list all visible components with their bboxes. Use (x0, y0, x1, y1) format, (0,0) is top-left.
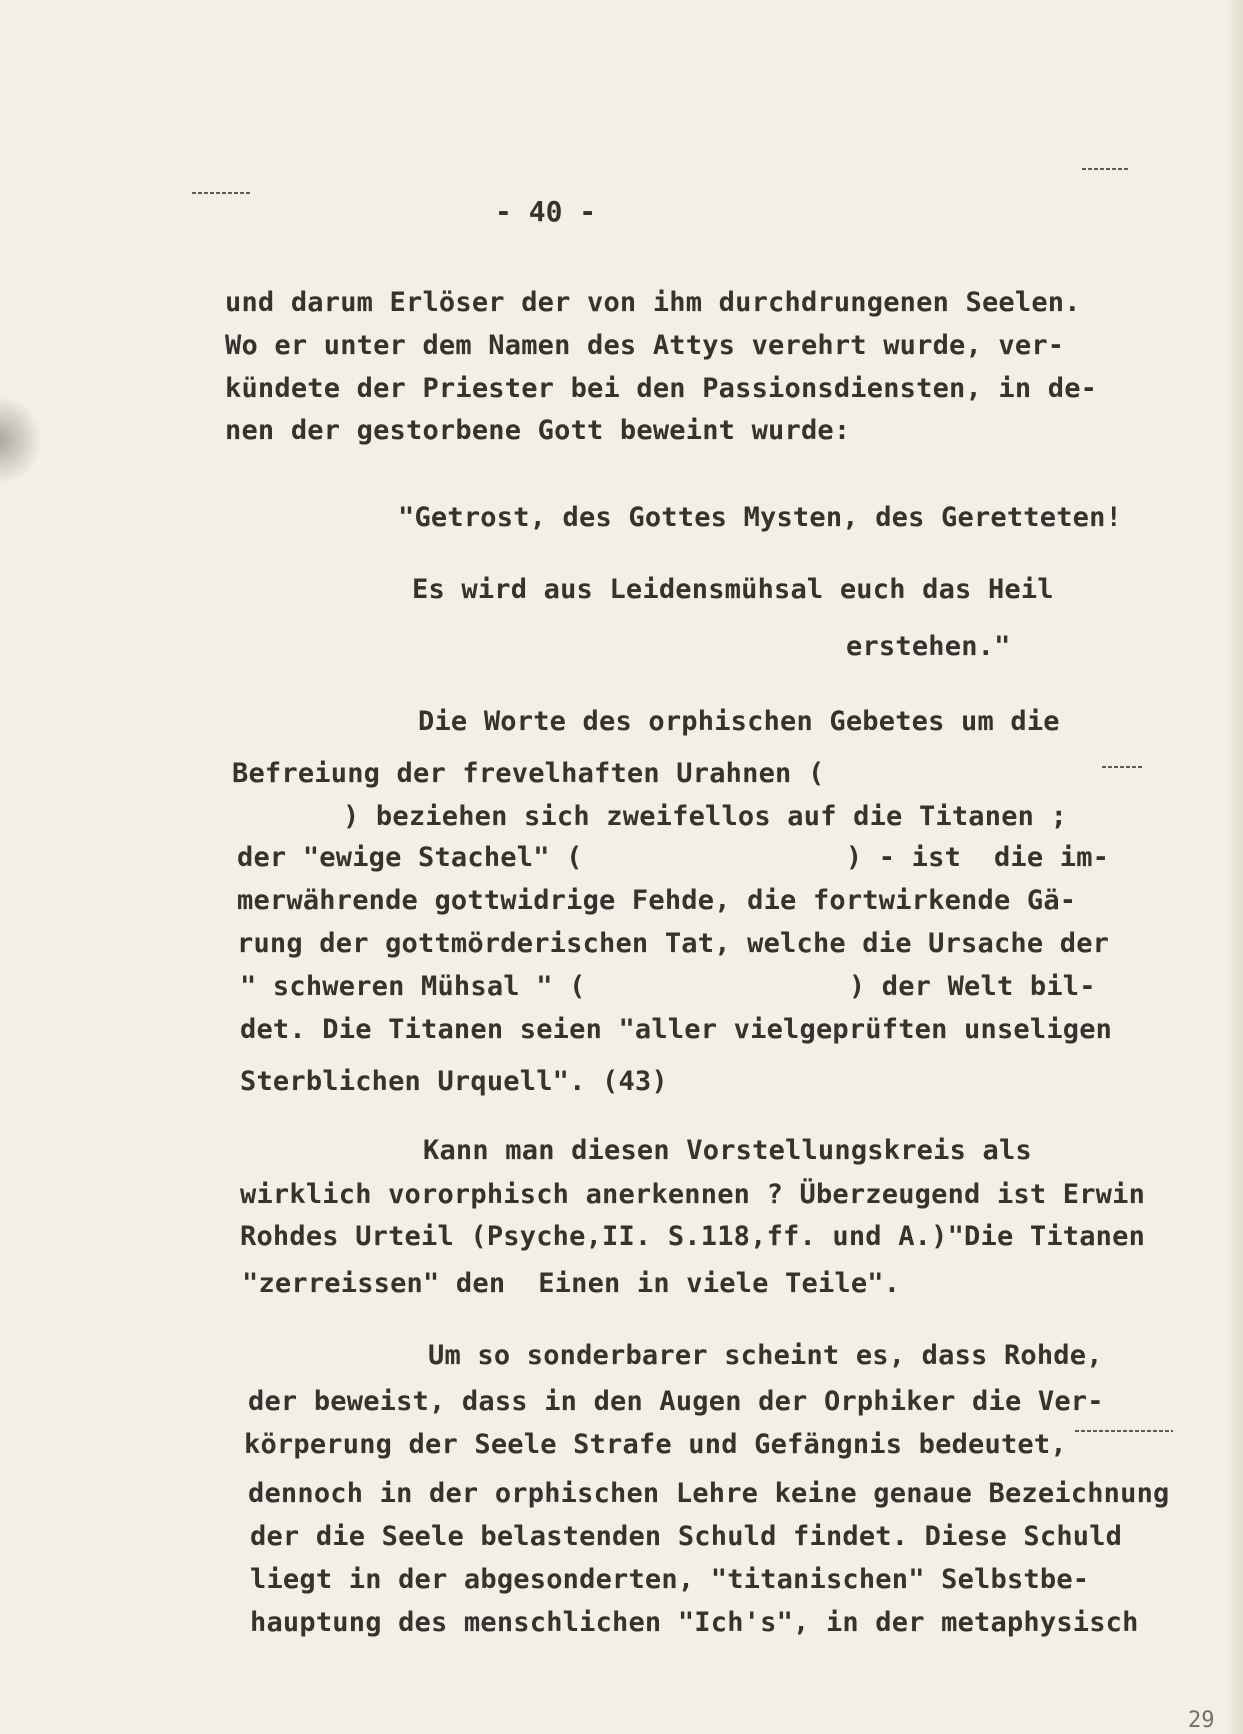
text-line: wirklich vororphisch anerkennen ? Überzeugend ist Erwin (240, 1179, 1146, 1210)
text-line: rung der gottmörderischen Tat, welche die Ursache der (237, 928, 1110, 959)
paper-edge (1225, 0, 1243, 1734)
margin-tick-mid-right (1102, 766, 1144, 768)
text-line: Befreiung der frevelhaften Urahnen ( (232, 758, 825, 789)
text-line: Rohdes Urteil (Psyche,II. S.118,ff. und A.)"Die Titanen (240, 1221, 1146, 1252)
page-number: - 40 - (495, 195, 597, 228)
text-line: " schweren Mühsal " ( ) der Welt bil- (240, 971, 1096, 1002)
text-line: und darum Erlöser der von ihm durchdrungenen Seelen. (225, 287, 1081, 318)
quote-line: "Getrost, des Gottes Mysten, des Geretteten! (398, 502, 1123, 533)
text-line: ) beziehen sich zweifellos auf die Titanen ; (343, 801, 1068, 832)
text-line: merwährende gottwidrige Fehde, die fortwirkende Gä- (237, 885, 1077, 916)
text-line: kündete der Priester bei den Passionsdiensten, in de- (225, 373, 1098, 404)
text-line: hauptung des menschlichen "Ich's", in der metaphysisch (250, 1607, 1139, 1638)
text-line: körperung der Seele Strafe und Gefängnis bedeutet, (244, 1429, 1067, 1460)
text-line: der die Seele belastenden Schuld findet. Diese Schuld (250, 1521, 1123, 1552)
text-line: Kann man diesen Vorstellungskreis als (423, 1135, 1032, 1166)
text-line: liegt in der abgesonderten, "titanischen" Selbstbe- (250, 1564, 1090, 1595)
scan-smudge (0, 395, 42, 485)
text-line: nen der gestorbene Gott beweint wurde: (225, 415, 851, 446)
text-line: dennoch in der orphischen Lehre keine genaue Bezeichnung (248, 1478, 1170, 1509)
quote-line: erstehen." (846, 631, 1011, 662)
text-line: Wo er unter dem Namen des Attys verehrt wurde, ver- (225, 330, 1065, 361)
text-line: det. Die Titanen seien "aller vielgeprüften unseligen (240, 1014, 1113, 1045)
margin-tick-top-right (1082, 168, 1128, 170)
corner-page-number: 29 (1188, 1708, 1215, 1733)
text-line: der beweist, dass in den Augen der Orphiker die Ver- (248, 1386, 1104, 1417)
quote-line: Es wird aus Leidensmühsal euch das Heil (412, 574, 1054, 605)
text-line: Um so sonderbarer scheint es, dass Rohde, (428, 1340, 1103, 1371)
text-line: "zerreissen" den Einen in viele Teile". (242, 1268, 901, 1299)
text-line: der "ewige Stachel" ( ) - ist die im- (237, 842, 1110, 873)
margin-tick-top-left (192, 192, 250, 194)
text-line: Die Worte des orphischen Gebetes um die (418, 706, 1060, 737)
text-line: Sterblichen Urquell". (43) (240, 1066, 668, 1097)
margin-tick-lower-right (1075, 1430, 1173, 1432)
